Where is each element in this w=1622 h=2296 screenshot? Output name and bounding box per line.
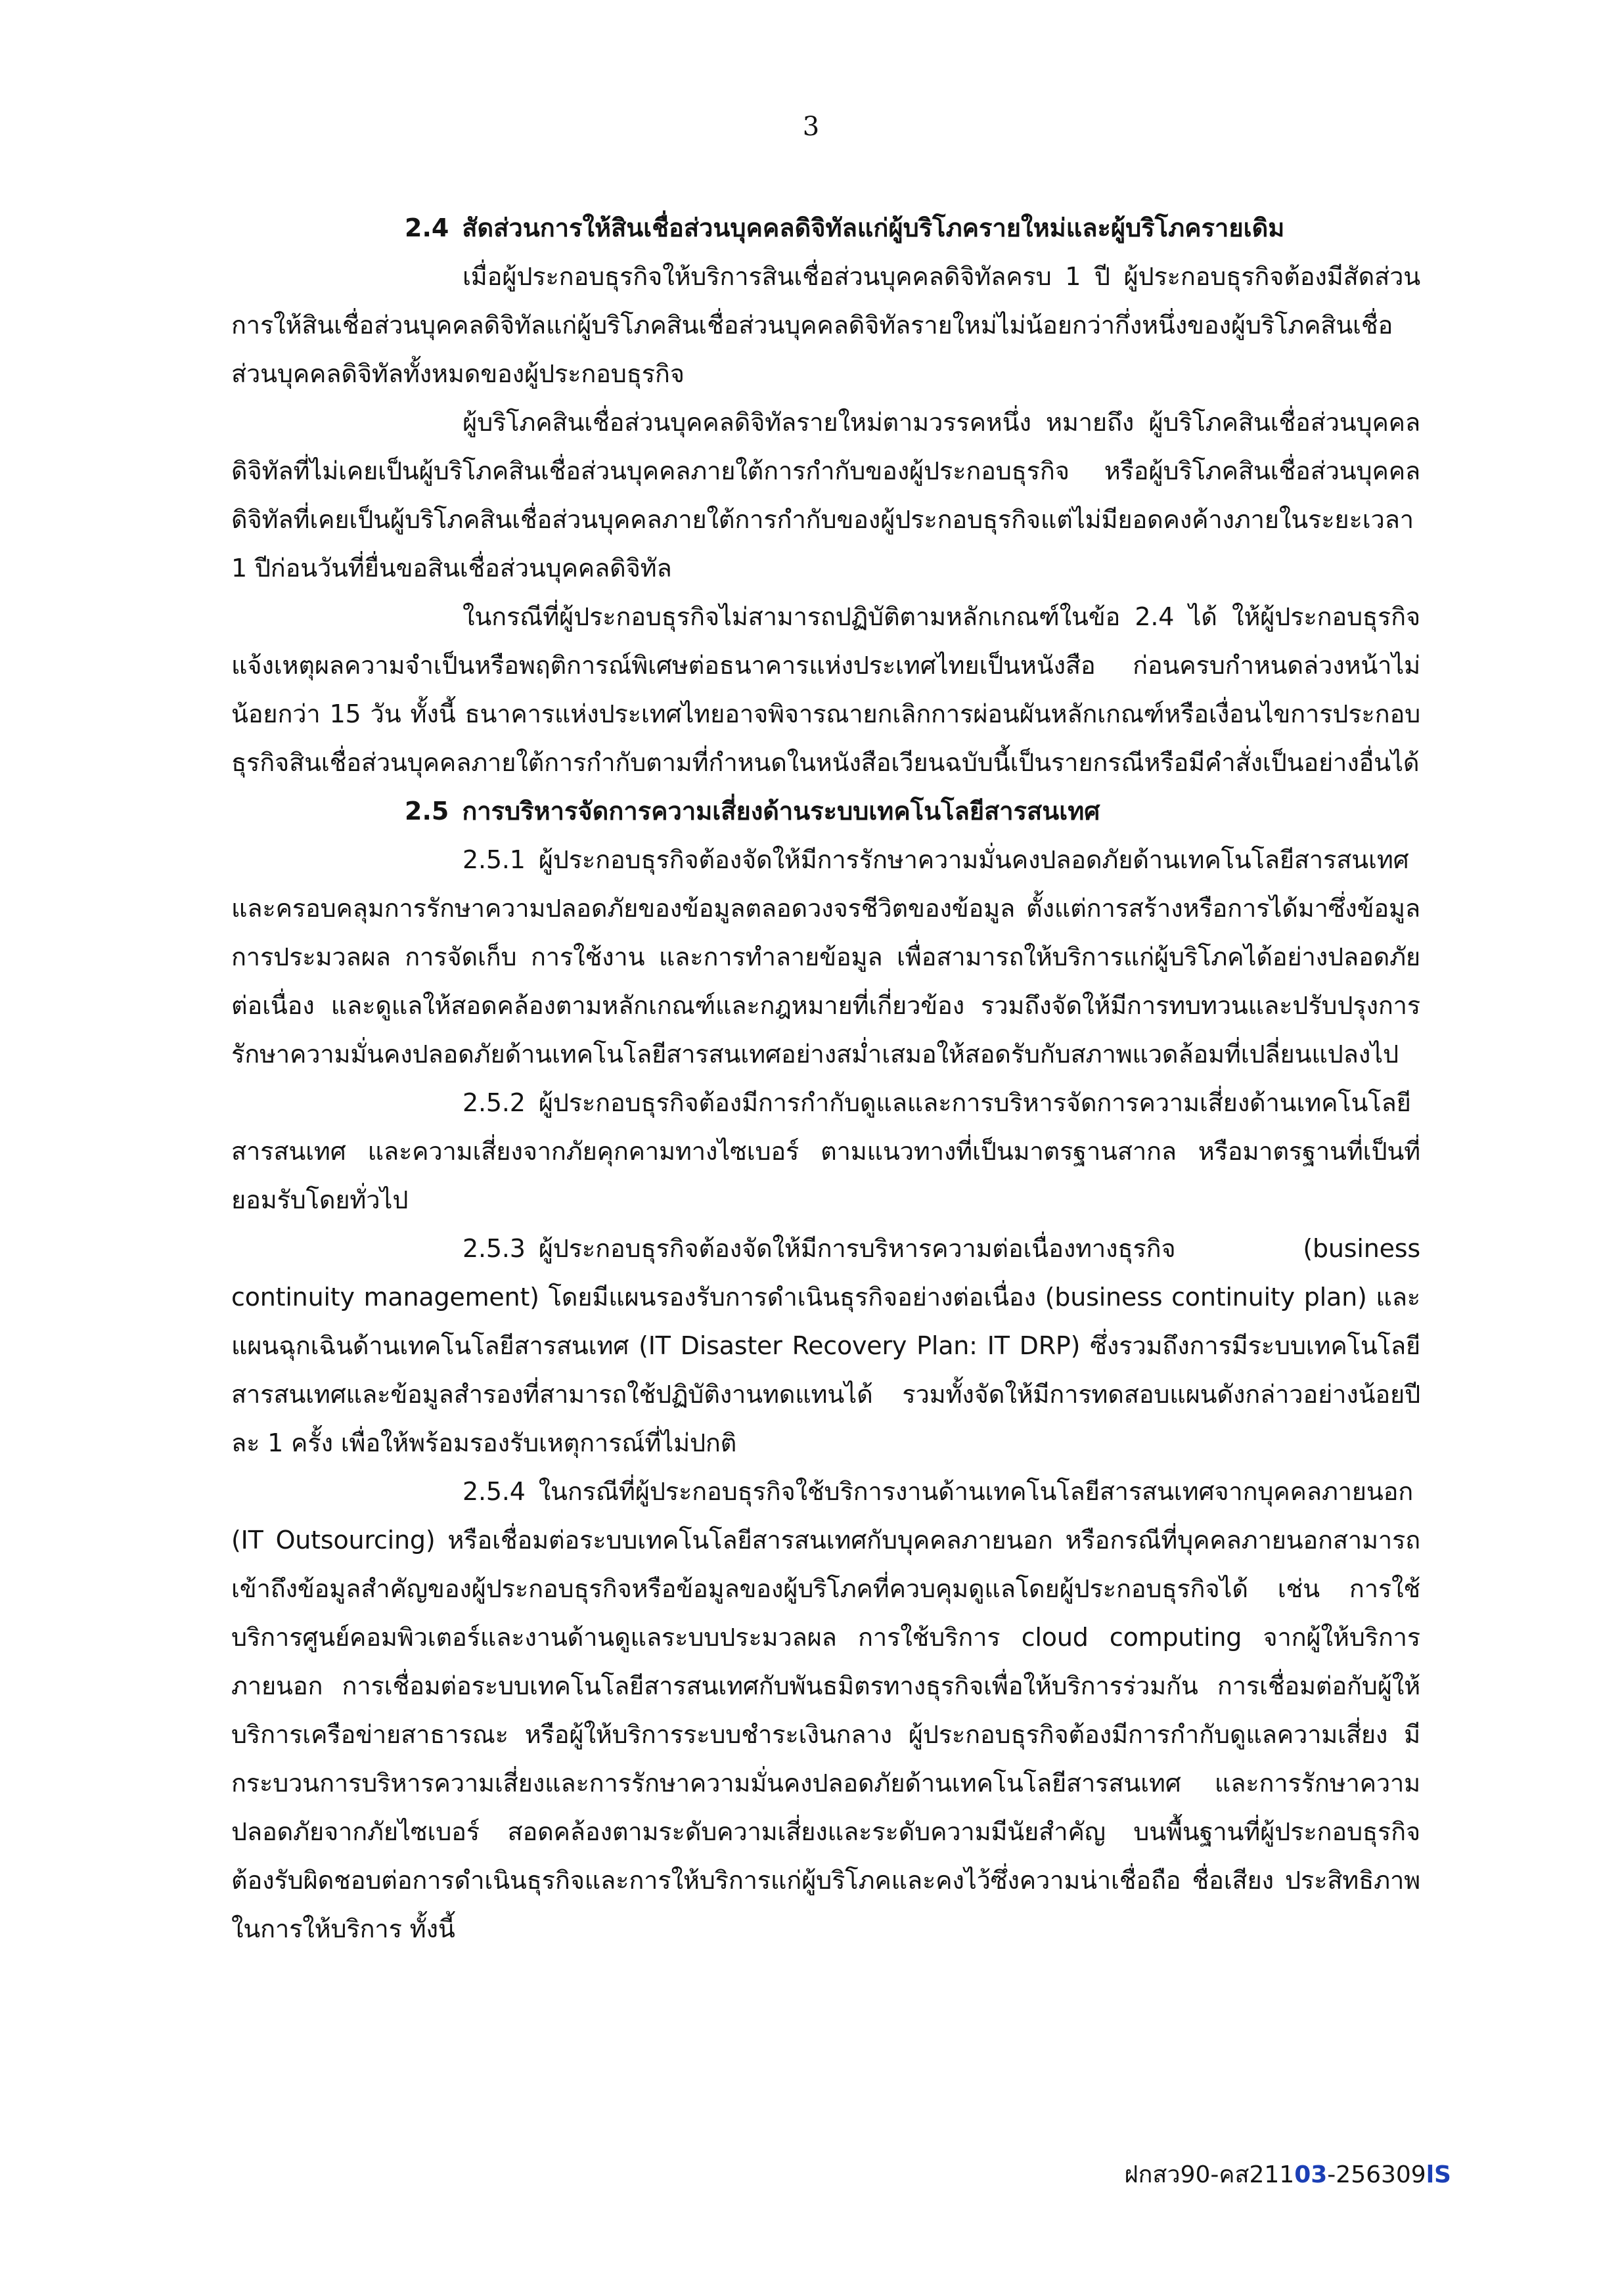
reference-middle: -256309 bbox=[1327, 2161, 1426, 2188]
subsection-paragraph-2-5-3 bbox=[231, 1224, 1420, 1467]
subsection-paragraph-2-5-4 bbox=[231, 1467, 1420, 1953]
subsection-paragraph-2-5-1 bbox=[231, 835, 1420, 1078]
section-title: สัดส่วนการให้สินเชื่อส่วนบุคคลดิจิทัลแก่ผู้บริโภครายใหม่และผู้บริโภครายเดิม bbox=[462, 213, 1285, 242]
subsection-number: 2.5.4 bbox=[462, 1477, 526, 1506]
subsection-text: ผู้ประกอบธุรกิจต้องจัดให้มีการบริหารความต่อเนื่องทางธุรกิจ (business continuity management) โดยมีแผนรองรับการดำเนินธุรกิจอย่างต่อเนื่อง (business continuity plan) และแผนฉุกเฉินด้านเทคโนโลยีสารสนเทศ (IT Disaster Recovery Plan: IT DRP) ซึ่งรวมถึงการมีระบบเทคโนโลยีสารสนเทศและข้อมูลสำรองที่สามารถใช้ปฏิบัติงานทดแทนได้ รวมทั้งจัดให้มีการทดสอบแผนดังกล่าวอย่างน้อยปีละ 1 ครั้ง เพื่อให้พร้อมรองรับเหตุการณ์ที่ไม่ปกติ bbox=[231, 1234, 1420, 1457]
page-number: 3 bbox=[802, 112, 820, 142]
paragraph: ผู้บริโภคสินเชื่อส่วนบุคคลดิจิทัลรายใหม่ตามวรรคหนึ่ง หมายถึง ผู้บริโภคสินเชื่อส่วนบุคคลดิจิทัลที่ไม่เคยเป็นผู้บริโภคสินเชื่อส่วนบุคคลภายใต้การกำกับของผู้ประกอบธุรกิจ หรือผู้บริโภคสินเชื่อส่วนบุคคลดิจิทัลที่เคยเป็นผู้บริโภคสินเชื่อส่วนบุคคลภายใต้การกำกับของผู้ประกอบธุรกิจแต่ไม่มียอดคงค้างภายในระยะเวลา 1 ปีก่อนวันที่ยื่นขอสินเชื่อส่วนบุคคลดิจิทัล bbox=[231, 408, 1420, 583]
reference-prefix: ฝกสว90-คส211 bbox=[1124, 2161, 1295, 2188]
subsection-number: 2.5.3 bbox=[462, 1234, 526, 1263]
subsection-text: ผู้ประกอบธุรกิจต้องมีการกำกับดูแลและการบริหารจัดการความเสี่ยงด้านเทคโนโลยีสารสนเทศ และความเสี่ยงจากภัยคุกคามทางไซเบอร์ ตามแนวทางที่เป็นมาตรฐานสากล หรือมาตรฐานที่เป็นที่ยอมรับโดยทั่วไป bbox=[231, 1088, 1420, 1214]
section-heading-2-4 bbox=[405, 204, 1420, 252]
section-title: การบริหารจัดการความเสี่ยงด้านระบบเทคโนโลยีสารสนเทศ bbox=[462, 797, 1100, 826]
paragraph: เมื่อผู้ประกอบธุรกิจให้บริการสินเชื่อส่วนบุคคลดิจิทัลครบ 1 ปี ผู้ประกอบธุรกิจต้องมีสัดส่วนการให้สินเชื่อส่วนบุคคลดิจิทัลแก่ผู้บริโภคสินเชื่อส่วนบุคคลดิจิทัลรายใหม่ไม่น้อยกว่ากึ่งหนึ่งของผู้บริโภคสินเชื่อส่วนบุคคลดิจิทัลทั้งหมดของผู้ประกอบธุรกิจ bbox=[231, 262, 1420, 388]
document-body bbox=[231, 204, 1420, 1953]
subsection-text: ในกรณีที่ผู้ประกอบธุรกิจใช้บริการงานด้านเทคโนโลยีสารสนเทศจากบุคคลภายนอก (IT Outsourcing) หรือเชื่อมต่อระบบเทคโนโลยีสารสนเทศกับบุคคลภายนอก หรือกรณีที่บุคคลภายนอกสามารถเข้าถึงข้อมูลสำคัญของผู้ประกอบธุรกิจหรือข้อมูลของผู้บริโภคที่ควบคุมดูแลโดยผู้ประกอบธุรกิจได้ เช่น การใช้บริการศูนย์คอมพิวเตอร์และงานด้านดูแลระบบประมวลผล การใช้บริการ cloud computing จากผู้ให้บริการภายนอก การเชื่อมต่อระบบเทคโนโลยีสารสนเทศกับพันธมิตรทางธุรกิจเพื่อให้บริการร่วมกัน การเชื่อมต่อกับผู้ให้บริการเครือข่ายสาธารณะ หรือผู้ให้บริการระบบชำระเงินกลาง ผู้ประกอบธุรกิจต้องมีการกำกับดูแลความเสี่ยง มีกระบวนการบริหารความเสี่ยงและการรักษาความมั่นคงปลอดภัยด้านเทคโนโลยีสารสนเทศ และการรักษาความปลอดภัยจากภัยไซเบอร์ สอดคล้องตามระดับความเสี่ยงและระดับความมีนัยสำคัญ บนพื้นฐานที่ผู้ประกอบธุรกิจต้องรับผิดชอบต่อการดำเนินธุรกิจและการให้บริการแก่ผู้บริโภคและคงไว้ซึ่งความน่าเชื่อถือ ชื่อเสียง ประสิทธิภาพในการให้บริการ ทั้งนี้ bbox=[231, 1477, 1420, 1943]
subsection-text: ผู้ประกอบธุรกิจต้องจัดให้มีการรักษาความมั่นคงปลอดภัยด้านเทคโนโลยีสารสนเทศ และครอบคลุมการรักษาความปลอดภัยของข้อมูลตลอดวงจรชีวิตของข้อมูล ตั้งแต่การสร้างหรือการได้มาซึ่งข้อมูล การประมวลผล การจัดเก็บ การใช้งาน และการทำลายข้อมูล เพื่อสามารถให้บริการแก่ผู้บริโภคได้อย่างปลอดภัยต่อเนื่อง และดูแลให้สอดคล้องตามหลักเกณฑ์และกฎหมายที่เกี่ยวข้อง รวมถึงจัดให้มีการทบทวนและปรับปรุงการรักษาความมั่นคงปลอดภัยด้านเทคโนโลยีสารสนเทศอย่างสม่ำเสมอให้สอดรับกับสภาพแวดล้อมที่เปลี่ยนแปลงไป bbox=[231, 845, 1420, 1069]
section-number: 2.4 bbox=[405, 213, 449, 242]
subsection-number: 2.5.1 bbox=[462, 845, 526, 874]
subsection-number: 2.5.2 bbox=[462, 1088, 526, 1117]
document-reference-footer bbox=[1125, 2161, 1451, 2190]
paragraph: ในกรณีที่ผู้ประกอบธุรกิจไม่สามารถปฏิบัติตามหลักเกณฑ์ในข้อ 2.4 ได้ ให้ผู้ประกอบธุรกิจแจ้งเหตุผลความจำเป็นหรือพฤติการณ์พิเศษต่อธนาคารแห่งประเทศไทยเป็นหนังสือ ก่อนครบกำหนดล่วงหน้าไม่น้อยกว่า 15 วัน ทั้งนี้ ธนาคารแห่งประเทศไทยอาจพิจารณายกเลิกการผ่อนผันหลักเกณฑ์หรือเงื่อนไขการประกอบธุรกิจสินเชื่อส่วนบุคคลภายใต้การกำกับตามที่กำหนดในหนังสือเวียนฉบับนี้เป็นรายกรณีหรือมีคำสั่งเป็นอย่างอื่นได้ bbox=[231, 602, 1420, 777]
section-heading-2-5 bbox=[405, 787, 1420, 835]
handwritten-stamp: lS bbox=[1426, 2161, 1451, 2188]
section-number: 2.5 bbox=[405, 797, 449, 826]
subsection-paragraph-2-5-2 bbox=[231, 1078, 1420, 1224]
handwritten-stamp: 03 bbox=[1294, 2161, 1328, 2188]
